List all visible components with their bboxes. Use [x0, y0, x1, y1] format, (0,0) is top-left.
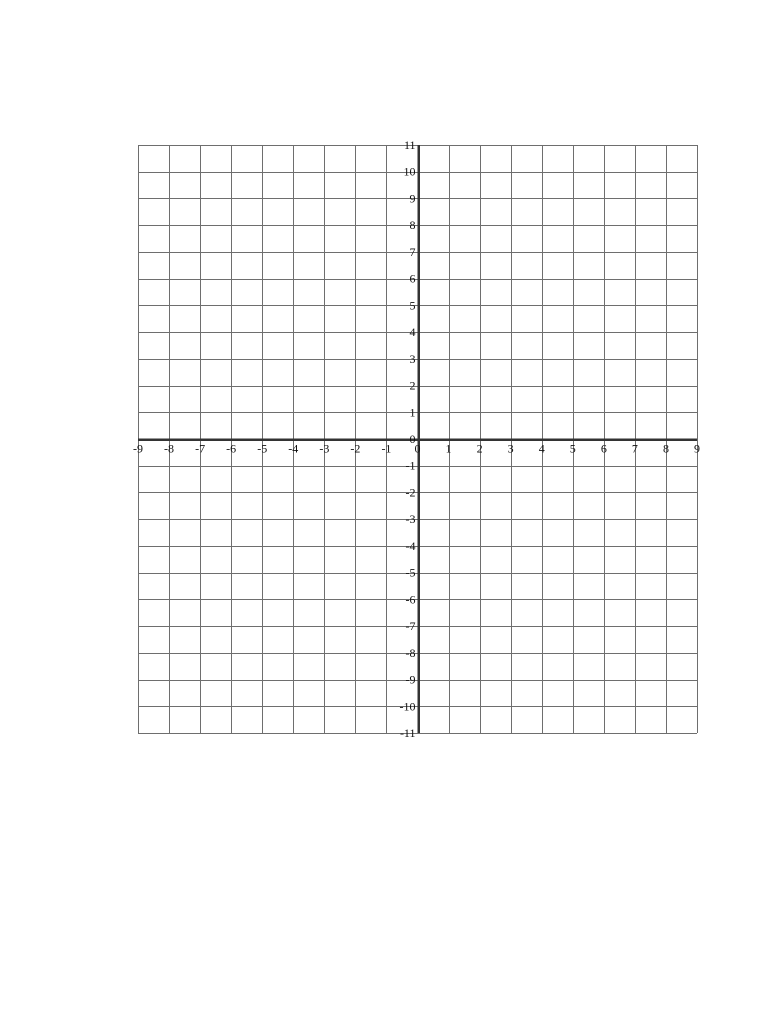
y-tick-label: -10: [399, 699, 416, 714]
x-tick-label: -1: [381, 441, 392, 456]
y-tick-label: 7: [409, 244, 416, 259]
y-tick-label: -1: [405, 458, 416, 473]
y-tick-label: -9: [405, 672, 416, 687]
y-tick-label: 9: [409, 191, 416, 206]
x-tick-label: 8: [662, 441, 669, 456]
x-tick-label: -7: [195, 441, 206, 456]
y-tick-label: 4: [409, 325, 416, 340]
y-tick-label: -2: [405, 485, 416, 500]
y-tick-label: -11: [399, 726, 416, 740]
x-tick-label: -6: [226, 441, 237, 456]
y-tick-label: -7: [405, 619, 416, 634]
x-tick-label: 9: [694, 441, 700, 456]
y-tick-label: 2: [409, 378, 416, 393]
x-tick-label: 4: [538, 441, 545, 456]
x-tick-label: -2: [350, 441, 361, 456]
y-tick-label: -4: [405, 538, 416, 553]
x-tick-label: 6: [600, 441, 607, 456]
y-tick-label: 0: [409, 432, 416, 446]
y-tick-label: 3: [409, 351, 416, 366]
y-tick-label: -6: [405, 592, 416, 607]
y-tick-label: 8: [409, 218, 416, 233]
y-tick-label: -5: [405, 565, 416, 580]
x-tick-label: 7: [631, 441, 638, 456]
y-tick-label: 5: [409, 298, 416, 313]
y-tick-label: 10: [403, 164, 416, 179]
x-tick-label: 1: [445, 441, 452, 456]
x-tick-label: 3: [507, 441, 514, 456]
x-tick-label: -9: [133, 441, 143, 456]
x-tick-label: -3: [319, 441, 330, 456]
y-tick-label: 6: [409, 271, 416, 286]
x-tick-label: 5: [569, 441, 576, 456]
x-tick-label: -4: [288, 441, 299, 456]
y-tick-label: -3: [405, 512, 416, 527]
x-tick-labels: [133, 442, 700, 456]
x-tick-label: 0: [414, 441, 421, 456]
y-tick-label: 1: [409, 405, 416, 420]
x-tick-label: 2: [476, 441, 483, 456]
axes: [138, 145, 697, 733]
x-tick-label: -5: [257, 441, 268, 456]
y-tick-label: 11: [403, 138, 416, 152]
x-tick-label: -8: [164, 441, 175, 456]
y-tick-label: -8: [405, 645, 416, 660]
